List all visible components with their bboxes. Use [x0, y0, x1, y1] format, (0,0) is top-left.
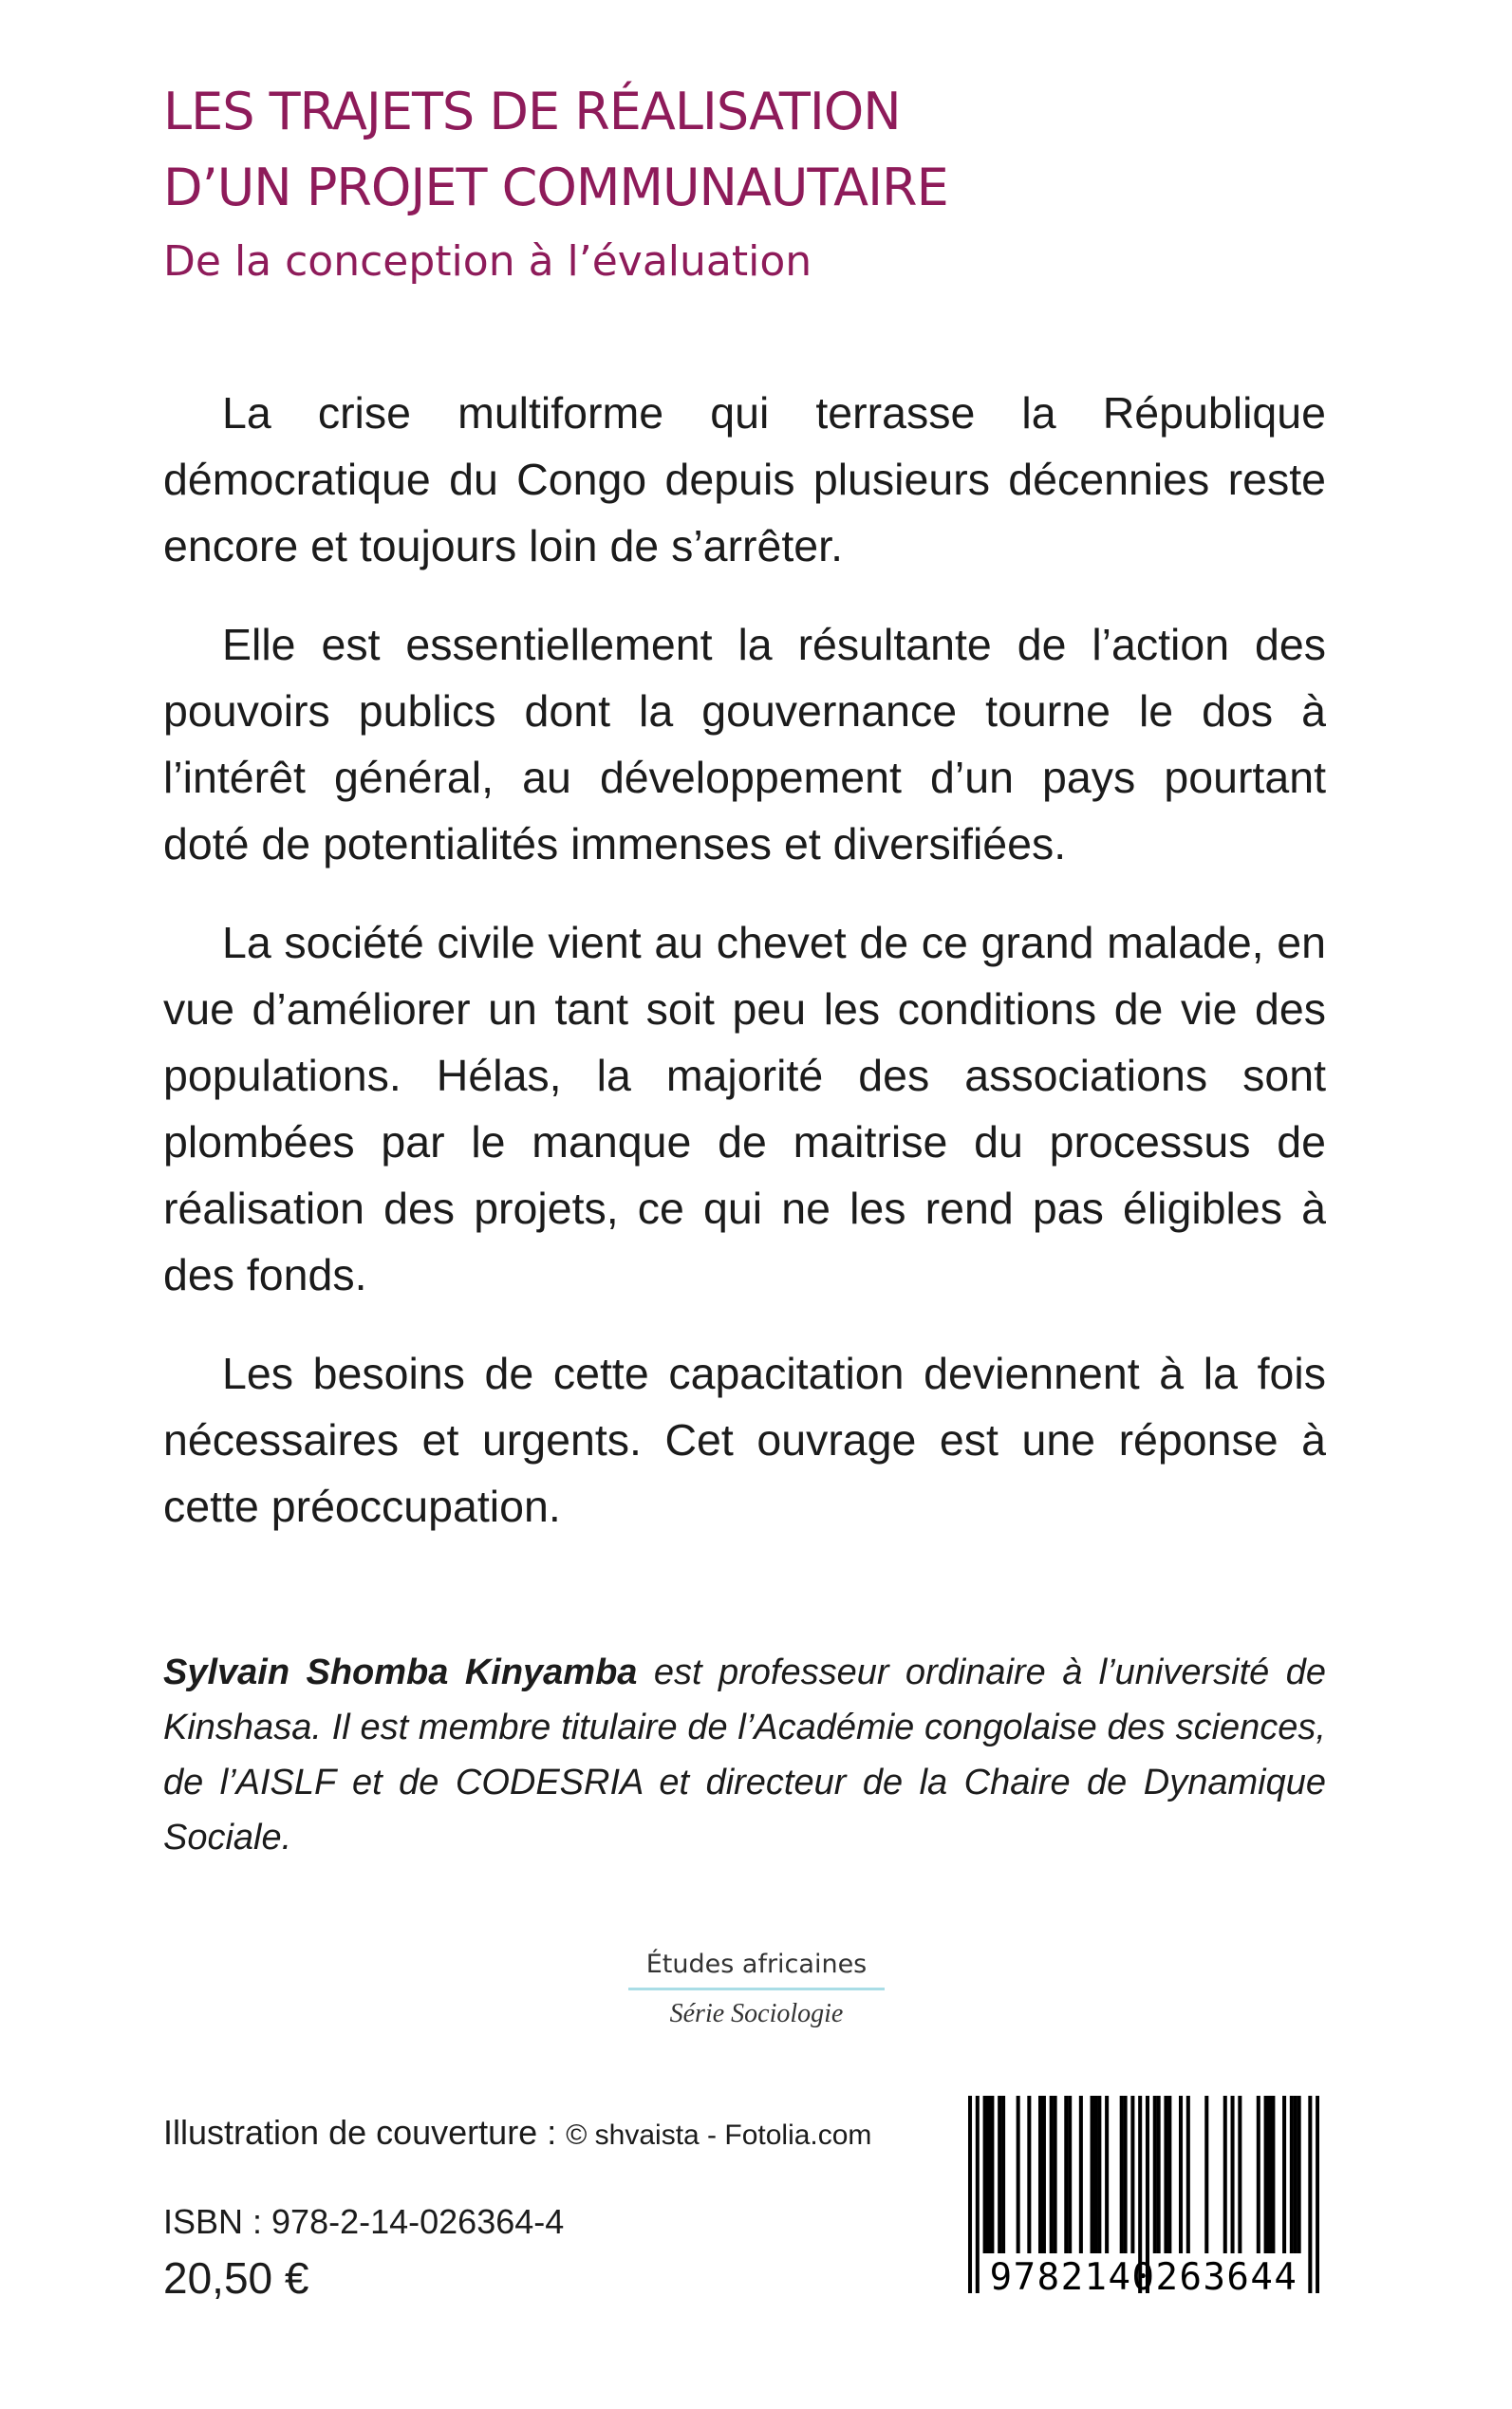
- barcode-bar: [1282, 2096, 1286, 2253]
- author-bio-text: est professeur ordinaire à l’université de Kinshasa. Il est membre titulaire de l’Académie congolaise des sciences, de l’AISLF et de CODESRIA et directeur de la Chaire de Dynamique Sociale.: [163, 1653, 1326, 1858]
- barcode-bar: [1124, 2096, 1128, 2253]
- barcode-bar: [1167, 2096, 1171, 2253]
- author-name: Sylvain Shomba Kinyamba: [163, 1653, 638, 1692]
- barcode-bar: [1264, 2096, 1268, 2253]
- title-block: [163, 74, 1350, 292]
- barcode-bar: [998, 2096, 1001, 2253]
- cover-credit-source: © shvaista - Fotolia.com: [566, 2120, 872, 2151]
- barcode-bar: [1267, 2096, 1271, 2253]
- isbn: ISBN : 978-2-14-026364-4: [163, 2202, 565, 2241]
- barcode-bar: [1223, 2096, 1227, 2253]
- barcode-bar: [1017, 2096, 1020, 2253]
- barcode-digits: 9782140263644: [989, 2256, 1298, 2299]
- barcode-bar: [1179, 2096, 1183, 2253]
- summary-text: [163, 380, 1326, 1572]
- author-bio: [163, 1645, 1326, 1865]
- series-divider: [628, 1988, 885, 1990]
- barcode-bar: [1257, 2096, 1260, 2253]
- barcode-bar: [1290, 2096, 1294, 2253]
- series-subseries: Série Sociologie: [669, 1999, 844, 2028]
- barcode-bar: [1091, 2096, 1094, 2253]
- price: 20,50 €: [163, 2253, 309, 2303]
- barcode-bar: [1157, 2096, 1161, 2253]
- barcode-bar: [1271, 2096, 1275, 2253]
- barcode-bar: [990, 2096, 994, 2253]
- subtitle: De la conception à l’évaluation: [163, 237, 812, 286]
- title-line-1: LES TRAJETS DE RÉALISATION: [163, 82, 901, 141]
- barcode-bar: [1097, 2096, 1101, 2253]
- barcode-bar: [1238, 2096, 1241, 2253]
- barcode-bar: [1042, 2096, 1046, 2253]
- summary-paragraph-3: La société civile vient au chevet de ce grand malade, en vue d’améliorer un tant soit peu les conditions de vie des populations. Hélas, la majorité des associations sont plombées par le manque de maitrise du processus de réalisation des projets, ce qui ne les rend pas éligibles à des fonds.: [163, 918, 1326, 1299]
- barcode-bar: [1064, 2096, 1068, 2253]
- barcode-bar: [1068, 2096, 1072, 2253]
- barcode-bar: [1027, 2096, 1031, 2253]
- barcode-bar: [1050, 2096, 1054, 2253]
- barcode-bar: [1130, 2096, 1134, 2253]
- barcode-bar: [1204, 2096, 1208, 2253]
- summary-paragraph-4: Les besoins de cette capacitation deviennent à la fois nécessaires et urgents. Cet ouvrage est une réponse à cette préoccupation.: [163, 1349, 1326, 1531]
- barcode-bar: [1105, 2096, 1109, 2253]
- title-line-2: D’UN PROJET COMMUNAUTAIRE: [163, 158, 948, 217]
- series-name: Études africaines: [645, 1950, 868, 1979]
- barcode-bar: [1297, 2096, 1301, 2253]
- series-logo: [628, 1946, 885, 2032]
- barcode-bar: [1120, 2096, 1124, 2253]
- barcode-bar: [1038, 2096, 1042, 2253]
- barcode-bar: [1231, 2096, 1235, 2253]
- cover-credit-label: Illustration de couverture :: [163, 2113, 567, 2152]
- barcode-bar: [1186, 2096, 1190, 2253]
- barcode-bar: [1054, 2096, 1057, 2253]
- barcode-bar: [1294, 2096, 1297, 2253]
- barcode-bar: [1079, 2096, 1083, 2253]
- barcode-bar: [1164, 2096, 1167, 2253]
- barcode-bar: [983, 2096, 987, 2253]
- summary-paragraph-1: La crise multiforme qui terrasse la République démocratique du Congo depuis plusieurs décennies reste encore et toujours loin de s’arrêter.: [163, 388, 1326, 570]
- barcode-bar: [1001, 2096, 1005, 2253]
- cover-credit: [163, 2109, 871, 2159]
- summary-paragraph-2: Elle est essentiellement la résultante de l’action des pouvoirs publics dont la gouvernance tourne le dos à l’intérêt général, au développement d’un pays pourtant doté de potentialités immenses et diversifiées.: [163, 620, 1326, 868]
- barcode-bar: [986, 2096, 990, 2253]
- barcode-bar: [1093, 2096, 1097, 2253]
- barcode-bar: [1153, 2096, 1157, 2253]
